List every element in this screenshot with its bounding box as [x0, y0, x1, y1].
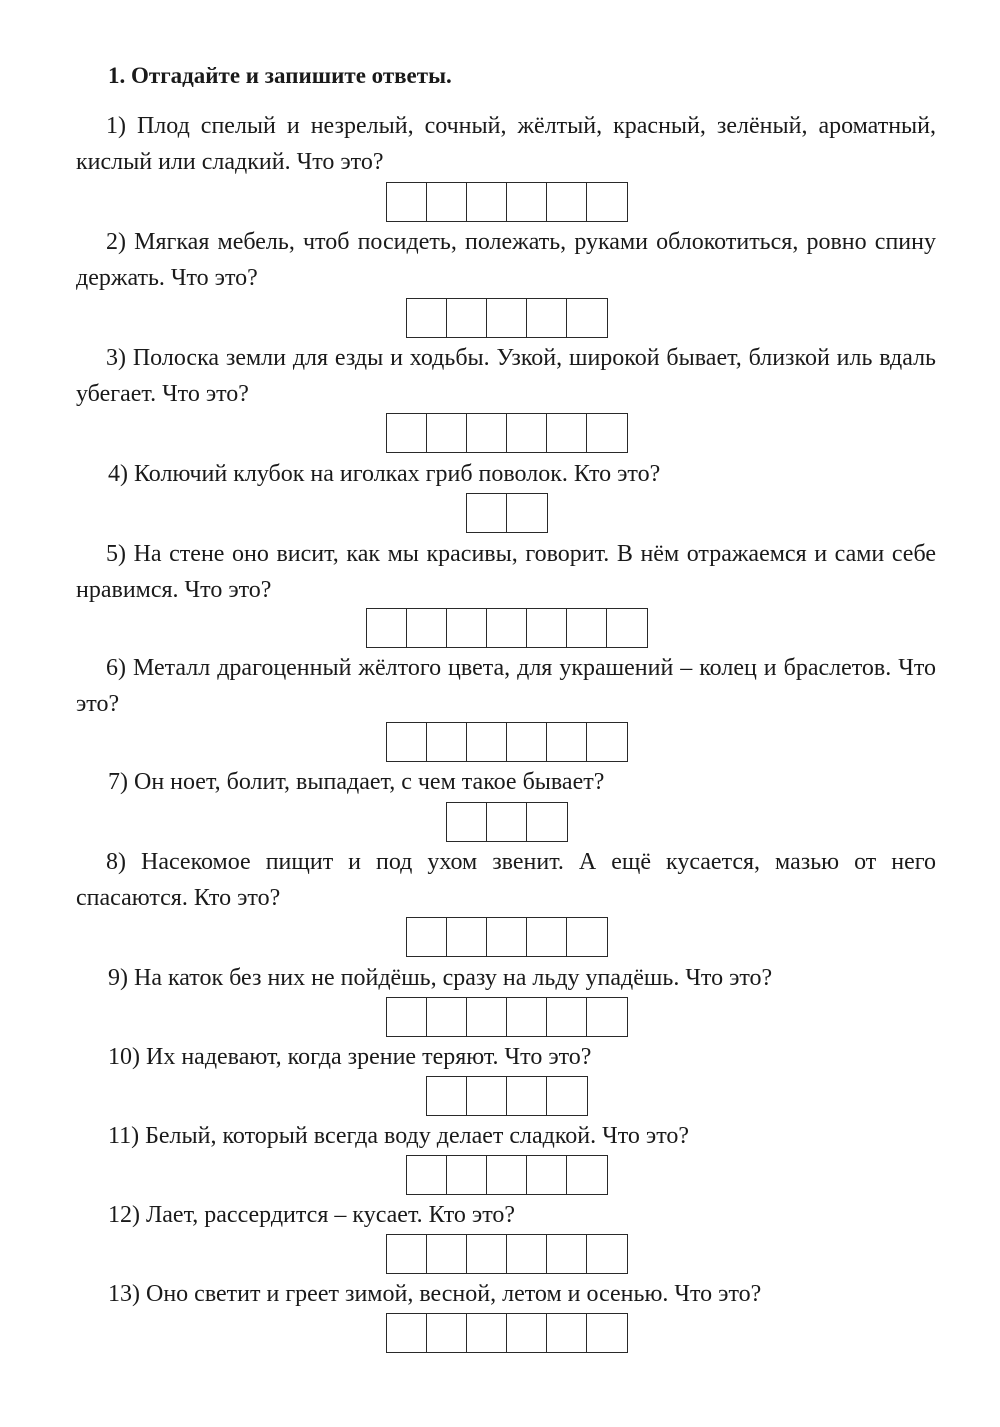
answer-boxes-4 [466, 493, 548, 533]
answer-letter-cell[interactable] [447, 1156, 487, 1194]
answer-letter-cell[interactable] [387, 998, 427, 1036]
answer-letter-cell[interactable] [607, 609, 647, 647]
answer-letter-cell[interactable] [387, 1314, 427, 1352]
answer-letter-cell[interactable] [547, 723, 587, 761]
answer-letter-cell[interactable] [467, 723, 507, 761]
answer-letter-cell[interactable] [587, 1235, 627, 1273]
answer-boxes-2 [406, 298, 608, 338]
answer-letter-cell[interactable] [587, 723, 627, 761]
riddle-4: 4) Колючий клубок на иголках гриб поволок. Кто это? [108, 461, 661, 487]
answer-boxes-1 [386, 182, 628, 222]
answer-letter-cell[interactable] [547, 1077, 587, 1115]
answer-letter-cell[interactable] [467, 1077, 507, 1115]
riddle-7: 7) Он ноет, болит, выпадает, с чем такое бывает? [108, 769, 605, 795]
answer-letter-cell[interactable] [507, 1314, 547, 1352]
answer-letter-cell[interactable] [507, 723, 547, 761]
answer-letter-cell[interactable] [447, 918, 487, 956]
answer-letter-cell[interactable] [427, 1314, 467, 1352]
answer-letter-cell[interactable] [567, 1156, 607, 1194]
answer-boxes-10 [426, 1076, 588, 1116]
answer-letter-cell[interactable] [407, 1156, 447, 1194]
answer-letter-cell[interactable] [567, 609, 607, 647]
answer-boxes-3 [386, 413, 628, 453]
answer-letter-cell[interactable] [487, 918, 527, 956]
riddle-9: 9) На каток без них не пойдёшь, сразу на льду упадёшь. Что это? [108, 965, 773, 991]
answer-letter-cell[interactable] [407, 299, 447, 337]
answer-boxes-5 [366, 608, 648, 648]
answer-letter-cell[interactable] [547, 1314, 587, 1352]
answer-letter-cell[interactable] [567, 299, 607, 337]
answer-letter-cell[interactable] [487, 803, 527, 841]
answer-letter-cell[interactable] [507, 414, 547, 452]
answer-boxes-8 [406, 917, 608, 957]
answer-boxes-13 [386, 1313, 628, 1353]
answer-letter-cell[interactable] [387, 1235, 427, 1273]
answer-letter-cell[interactable] [507, 1077, 547, 1115]
answer-letter-cell[interactable] [507, 494, 547, 532]
answer-letter-cell[interactable] [587, 414, 627, 452]
answer-letter-cell[interactable] [407, 918, 447, 956]
answer-letter-cell[interactable] [367, 609, 407, 647]
answer-letter-cell[interactable] [467, 1235, 507, 1273]
answer-letter-cell[interactable] [587, 1314, 627, 1352]
riddle-5: 5) На стене оно висит, как мы красивы, говорит. В нём отражаемся и сами себе нравимся. Что это? [76, 541, 936, 603]
answer-boxes-12 [386, 1234, 628, 1274]
answer-letter-cell[interactable] [387, 183, 427, 221]
answer-letter-cell[interactable] [527, 609, 567, 647]
riddle-13: 13) Оно светит и греет зимой, весной, летом и осенью. Что это? [108, 1281, 762, 1307]
answer-letter-cell[interactable] [527, 803, 567, 841]
answer-letter-cell[interactable] [387, 723, 427, 761]
answer-letter-cell[interactable] [587, 998, 627, 1036]
answer-letter-cell[interactable] [427, 414, 467, 452]
answer-letter-cell[interactable] [547, 1235, 587, 1273]
answer-letter-cell[interactable] [447, 609, 487, 647]
answer-letter-cell[interactable] [427, 183, 467, 221]
answer-letter-cell[interactable] [467, 414, 507, 452]
answer-boxes-6 [386, 722, 628, 762]
task-title: 1. Отгадайте и запишите ответы. [108, 63, 452, 88]
answer-letter-cell[interactable] [427, 998, 467, 1036]
answer-letter-cell[interactable] [547, 183, 587, 221]
answer-letter-cell[interactable] [427, 1077, 467, 1115]
riddle-1: 1) Плод спелый и незрелый, сочный, жёлтый, красный, зелёный, ароматный, кислый или сладкий. Что это? [76, 113, 936, 175]
answer-letter-cell[interactable] [447, 803, 487, 841]
answer-letter-cell[interactable] [587, 183, 627, 221]
answer-letter-cell[interactable] [387, 414, 427, 452]
answer-letter-cell[interactable] [527, 299, 567, 337]
answer-letter-cell[interactable] [527, 1156, 567, 1194]
riddle-8: 8) Насекомое пищит и под ухом звенит. А ещё кусается, мазью от него спасаются. Кто это? [76, 849, 936, 911]
answer-letter-cell[interactable] [467, 494, 507, 532]
answer-letter-cell[interactable] [467, 183, 507, 221]
answer-boxes-11 [406, 1155, 608, 1195]
riddle-12: 12) Лает, рассердится – кусает. Кто это? [108, 1202, 516, 1228]
riddle-3: 3) Полоска земли для езды и ходьбы. Узкой, широкой бывает, близкой иль вдаль убегает. Что это? [76, 345, 936, 407]
answer-letter-cell[interactable] [467, 1314, 507, 1352]
answer-letter-cell[interactable] [567, 918, 607, 956]
answer-boxes-7 [446, 802, 568, 842]
riddle-11: 11) Белый, который всегда воду делает сладкой. Что это? [108, 1123, 690, 1149]
answer-letter-cell[interactable] [487, 299, 527, 337]
answer-letter-cell[interactable] [427, 1235, 467, 1273]
answer-letter-cell[interactable] [547, 414, 587, 452]
answer-letter-cell[interactable] [507, 998, 547, 1036]
riddle-2: 2) Мягкая мебель, чтоб посидеть, полежать, руками облокотиться, ровно спину держать. Что это? [76, 229, 936, 291]
answer-letter-cell[interactable] [507, 183, 547, 221]
answer-letter-cell[interactable] [487, 1156, 527, 1194]
answer-letter-cell[interactable] [467, 998, 507, 1036]
answer-letter-cell[interactable] [507, 1235, 547, 1273]
riddle-10: 10) Их надевают, когда зрение теряют. Что это? [108, 1044, 592, 1070]
answer-letter-cell[interactable] [447, 299, 487, 337]
answer-letter-cell[interactable] [427, 723, 467, 761]
answer-letter-cell[interactable] [407, 609, 447, 647]
answer-letter-cell[interactable] [547, 998, 587, 1036]
answer-letter-cell[interactable] [527, 918, 567, 956]
riddle-6: 6) Металл драгоценный жёлтого цвета, для украшений – колец и браслетов. Что это? [76, 655, 936, 717]
answer-letter-cell[interactable] [487, 609, 527, 647]
answer-boxes-9 [386, 997, 628, 1037]
